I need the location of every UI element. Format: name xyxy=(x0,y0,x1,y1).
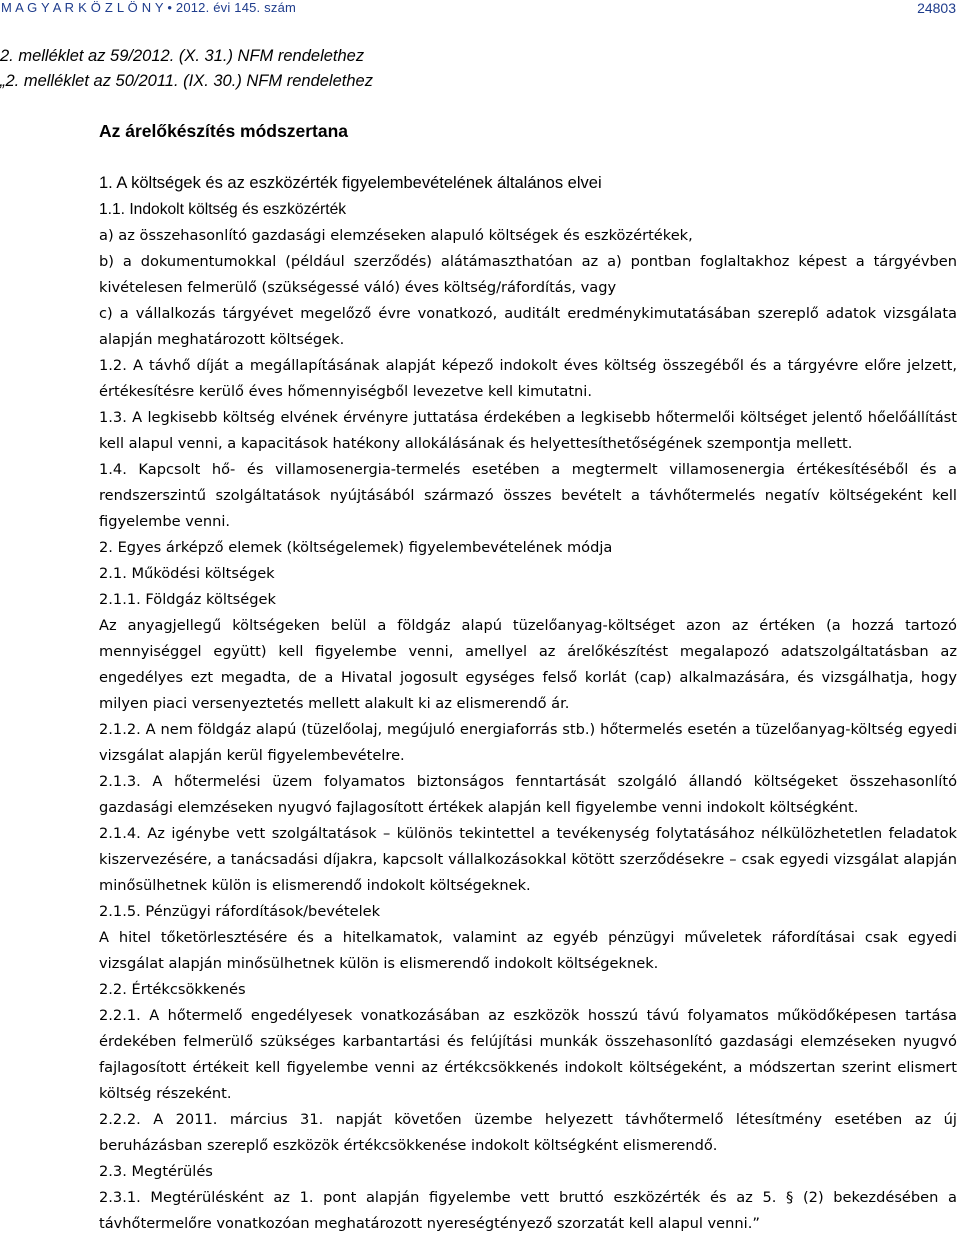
annex-ref-2: „2. melléklet az 50/2011. (IX. 30.) NFM rendelethez xyxy=(0,72,373,90)
annex-references xyxy=(0,44,960,94)
paragraph-2-2-2: 2.2.2. A 2011. március 31. napját követően üzembe helyezett távhőtermelő létesítmény esetében az új beruházásban szereplő eszközök értékcsökkenése indokolt költségként elismerendő. xyxy=(99,1111,957,1154)
document-body xyxy=(99,197,957,1237)
paragraph-2-1-3: 2.1.3. A hőtermelési üzem folyamatos biztonságos fenntartását szolgáló állandó költségeket összehasonlító gazdasági elemzéseken nyugvó fajlagosított értékek alapján kell figyelembe venni indokolt költségként. xyxy=(99,773,957,816)
annex-ref-1: 2. melléklet az 59/2012. (X. 31.) NFM rendelethez xyxy=(0,47,365,65)
paragraph-1-4: 1.4. Kapcsolt hő- és villamosenergia-termelés esetében a megtermelt villamosenergia értékesítéséből és a rendszerszintű szolgáltatások nyújtásából származó összes bevételt a távhőtermelés negatív költségeként kell figyelembe venni. xyxy=(99,461,957,530)
paragraph-1-1: 1.1. Indokolt költség és eszközérték xyxy=(99,201,347,218)
paragraph-c: c) a vállalkozás tárgyévet megelőző évre vonatkozó, auditált eredménykimutatásában szereplő adatok vizsgálata alapján meghatározott költségek. xyxy=(99,305,957,348)
journal-title: M A G Y A R K Ö Z L Ö N Y • 2012. évi 145. szám xyxy=(1,0,297,15)
paragraph-2-1-4: 2.1.4. Az igénybe vett szolgáltatások – különös tekintettel a tevékenység folytatásához nélkülözhetetlen feladatok kiszervezésére, a tanácsadási díjakra, kapcsolt vállalkozásokkal kötött szerződésekre – csak egyedi vizsgálat alapján minősülhetnek külön is elismerendő indokolt költségeknek. xyxy=(99,825,957,894)
page-number: 24803 xyxy=(917,0,956,16)
paragraph-2-1-1: Az anyagjellegű költségeken belül a földgáz alapú tüzelőanyag-költséget azon az értéken (a hozzá tartozó mennyiséggel együtt) kell figyelembe venni, amellyel az árelőkészítést megalapozó adatszolgáltatásban az engedélyes ezt megadta, de a Hivatal jogosult egységes felső korlát (cap) alkalmazására, és vizsgálhatja, hogy milyen piaci versenyeztetés mellett alakult ki az elismerendő ár. xyxy=(99,617,957,712)
page-title: Az árelőkészítés módszertana xyxy=(99,121,348,141)
paragraph-b: b) a dokumentumokkal (például szerződés) alátámaszthatóan az a) pontban foglaltakhoz képest a tárgyévben kivételesen felmerülő (szükségessé váló) éves költség/ráfordítás, vagy xyxy=(99,253,957,296)
paragraph-a: a) az összehasonlító gazdasági elemzéseken alapuló költségek és eszközértékek, xyxy=(99,227,693,244)
paragraph-1-2: 1.2. A távhő díját a megállapításának alapját képező indokolt éves költség összegéből és a tárgyévre előre jelzett, értékesítésre kerülő éves hőmennyiségből levezetve kell kimutatni. xyxy=(99,357,957,400)
paragraph-2-1-2: 2.1.2. A nem földgáz alapú (tüzelőolaj, megújuló energiaforrás stb.) hőtermelés esetén a tüzelőanyag-költség egyedi vizsgálat alapján kerül figyelembevételre. xyxy=(99,721,957,764)
section-2-heading: 2. Egyes árképző elemek (költségelemek) figyelembevételének módja xyxy=(99,539,613,556)
section-1-heading: 1. A költségek és az eszközérték figyelembevételének általános elvei xyxy=(99,174,602,192)
section-2-1-1-heading: 2.1.1. Földgáz költségek xyxy=(99,591,276,608)
paragraph-2-2-1: 2.2.1. A hőtermelő engedélyesek vonatkozásában az eszközök hosszú távú folyamatos működőképesen tartása érdekében felmerülő szükséges karbantartási és felújítási munkák összehasonlító gazdasági elemzéseken nyugvó fajlagosított értékeit kell figyelembe venni az értékcsökkenés indokolt költségeként, a módszertan szerint elismert költség részeként. xyxy=(99,1007,957,1102)
section-2-3-heading: 2.3. Megtérülés xyxy=(99,1163,213,1180)
section-2-2-heading: 2.2. Értékcsökkenés xyxy=(99,981,246,998)
paragraph-1-3: 1.3. A legkisebb költség elvének érvényre juttatása érdekében a legkisebb hőtermelői költséget jelentő hőelőállítást kell alapul venni, a kapacitások hatékony allokálásának és helyettesíthetőségének szempontja mellett. xyxy=(99,409,957,452)
section-2-1-5-heading: 2.1.5. Pénzügyi ráfordítások/bevételek xyxy=(99,903,381,920)
section-2-1-heading: 2.1. Működési költségek xyxy=(99,565,275,582)
paragraph-2-3-1: 2.3.1. Megtérülésként az 1. pont alapján figyelembe vett bruttó eszközérték és az 5. § (2) bekezdésében a távhőtermelőre vonatkozóan meghatározott nyereségtényező szorzatát kell alapul venni.” xyxy=(99,1189,957,1232)
page-header xyxy=(0,0,960,14)
paragraph-2-1-5: A hitel tőketörlesztésére és a hitelkamatok, valamint az egyéb pénzügyi műveletek ráfordításai csak egyedi vizsgálat alapján minősülhetnek külön is elismerendő indokolt költségeknek. xyxy=(99,929,957,972)
